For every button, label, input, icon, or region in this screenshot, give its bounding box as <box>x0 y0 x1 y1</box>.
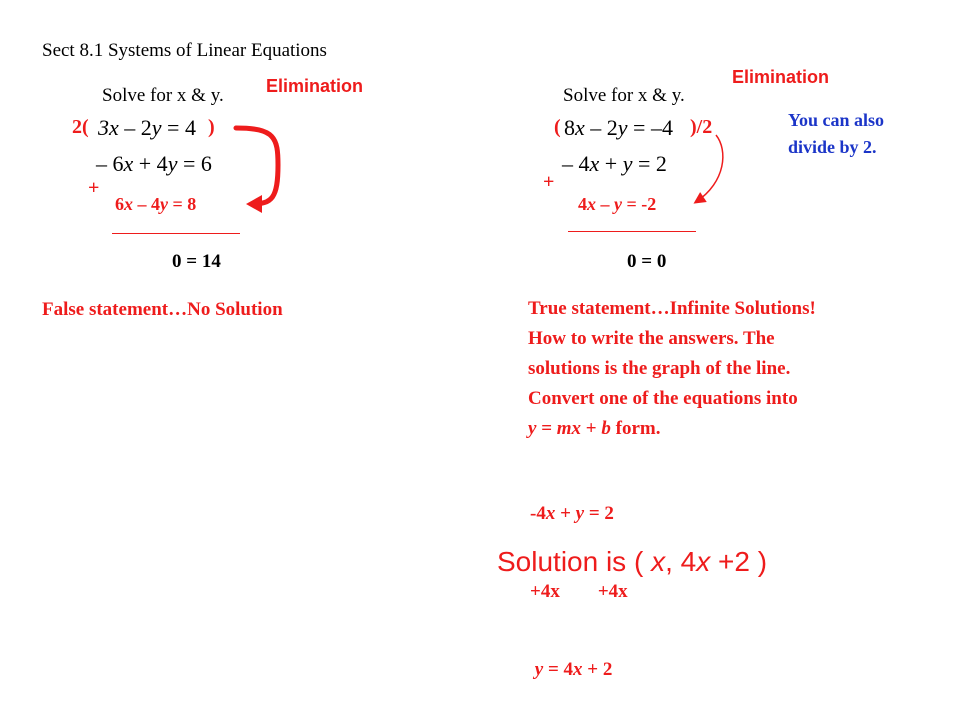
right-solve-label: Solve for x & y. <box>563 85 685 106</box>
left-multiplier-close: ) <box>208 116 215 138</box>
left-result: 0 = 14 <box>172 251 221 272</box>
left-conclusion: False statement…No Solution <box>42 299 283 320</box>
right-divisor: )/2 <box>690 116 713 138</box>
right-paren-open: ( <box>554 116 561 138</box>
right-conclusion-line-2: How to write the answers. The <box>528 328 775 349</box>
left-equation-1: 3x – 2y = 4 <box>98 115 196 140</box>
right-note-line-2: divide by 2. <box>788 137 877 157</box>
left-multiplier-open: 2( <box>72 116 89 138</box>
left-solve-label: Solve for x & y. <box>102 85 224 106</box>
right-conclusion-line-3: solutions is the graph of the line. <box>528 358 791 379</box>
left-arrow-head <box>246 195 262 213</box>
right-work-line-3: y = 4x + 2 <box>534 659 613 680</box>
right-equation-1: 8x – 2y = –4 <box>564 115 673 140</box>
page-title: Sect 8.1 Systems of Linear Equations <box>42 40 327 61</box>
left-plus-sign: + <box>88 177 100 199</box>
right-conclusion-line-5: y = mx + b form. <box>528 418 661 439</box>
right-equation-2: – 4x + y = 2 <box>562 151 667 176</box>
right-conclusion-line-1: True statement…Infinite Solutions! <box>528 298 816 319</box>
right-conclusion-line-4: Convert one of the equations into <box>528 388 798 409</box>
right-equation-scaled: 4x – y = -2 <box>578 194 657 214</box>
left-arrow <box>236 128 278 204</box>
right-arrow <box>696 135 723 202</box>
right-work-line-2: +4x +4x <box>530 581 628 602</box>
right-note-line-1: You can also <box>788 110 885 130</box>
left-method-label: Elimination <box>266 76 364 96</box>
left-equation-scaled: 6x – 4y = 8 <box>115 194 197 214</box>
right-method-label: Elimination <box>732 67 830 87</box>
solution-statement: Solution is ( x, 4x +2 ) <box>497 546 768 577</box>
left-equation-2: – 6x + 4y = 6 <box>96 151 212 176</box>
right-result: 0 = 0 <box>627 251 667 272</box>
right-plus-sign: + <box>543 171 555 193</box>
right-work-line-1: -4x + y = 2 <box>530 503 614 524</box>
